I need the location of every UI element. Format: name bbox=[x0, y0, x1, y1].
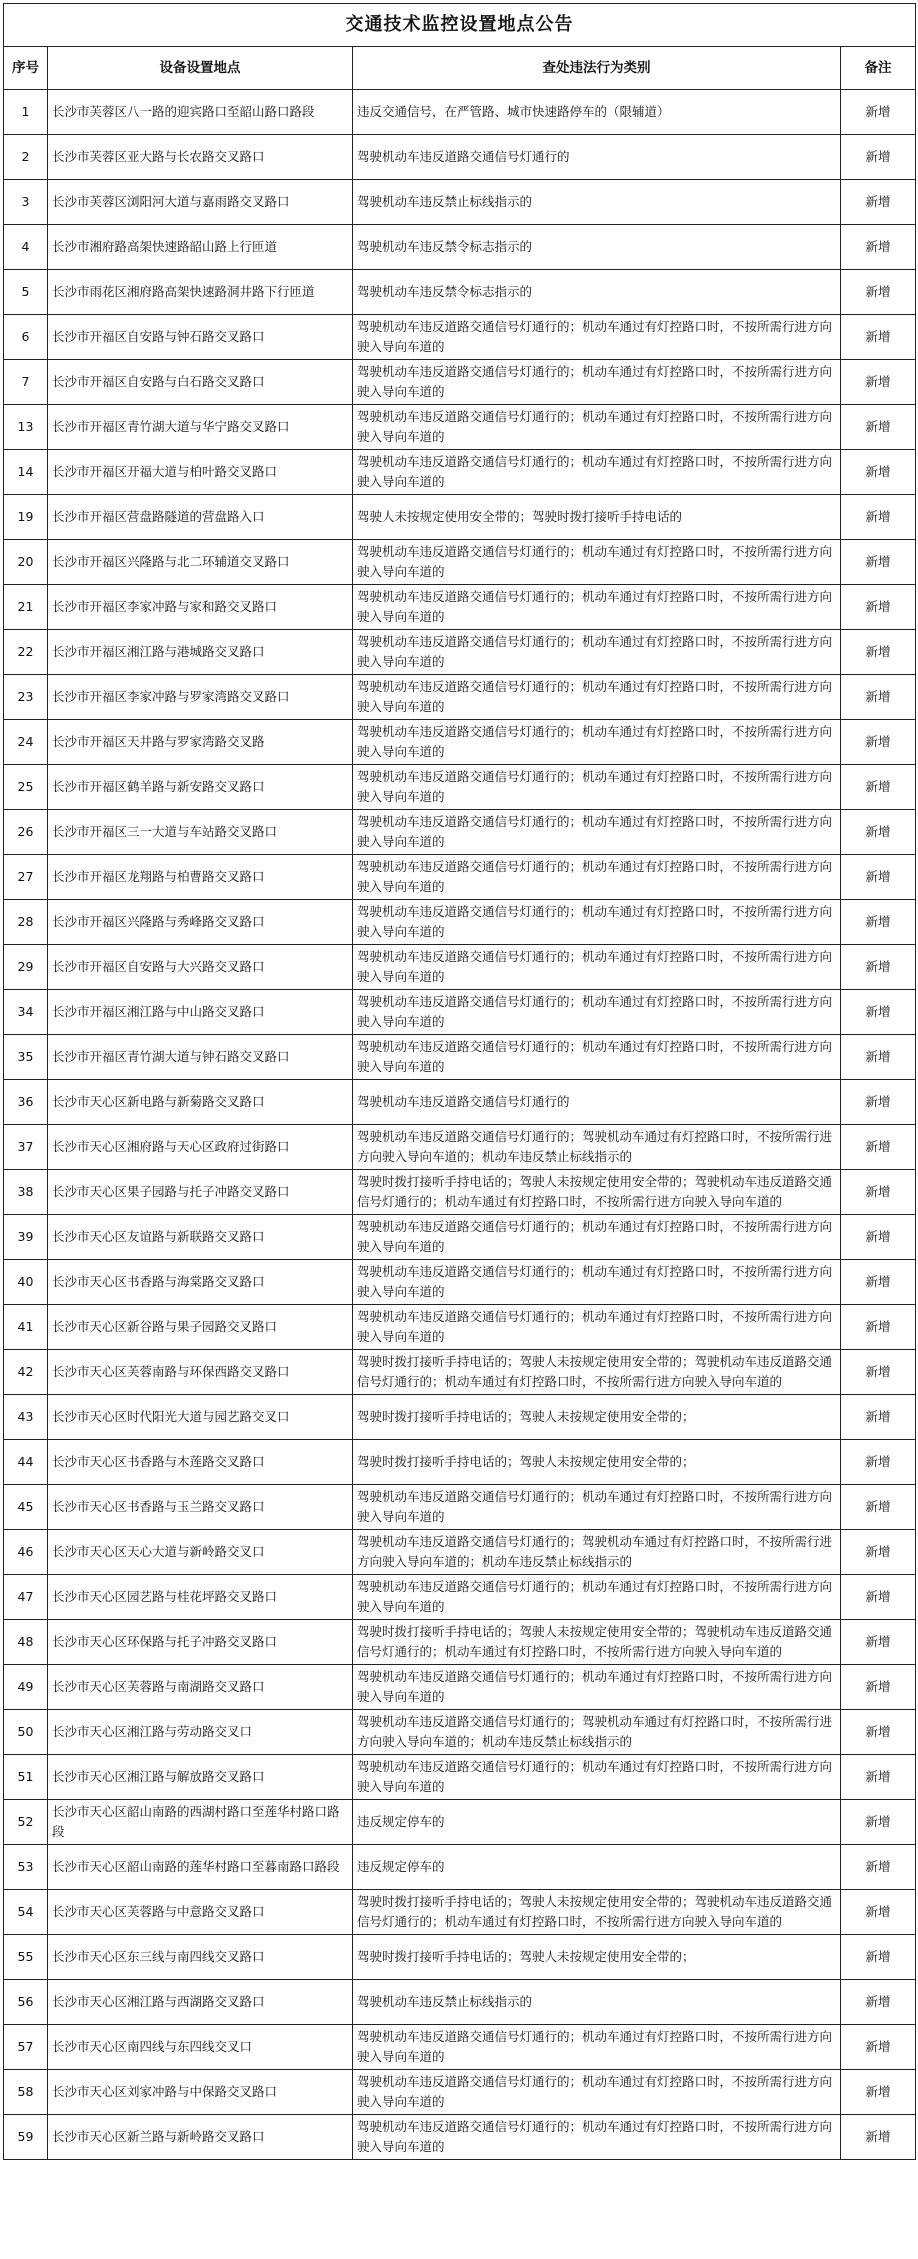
table-row bbox=[4, 855, 916, 900]
cell-num: 57 bbox=[4, 2025, 48, 2070]
cell-note: 新增 bbox=[841, 1575, 916, 1620]
cell-note: 新增 bbox=[841, 1890, 916, 1935]
table-row bbox=[4, 675, 916, 720]
header-note: 备注 bbox=[841, 47, 916, 90]
cell-num: 41 bbox=[4, 1305, 48, 1350]
cell-location: 长沙市开福区李家冲路与罗家湾路交叉路口 bbox=[48, 675, 353, 720]
cell-note: 新增 bbox=[841, 135, 916, 180]
cell-location: 长沙市天心区湘江路与劳动路交叉口 bbox=[48, 1710, 353, 1755]
cell-note: 新增 bbox=[841, 1215, 916, 1260]
cell-behavior: 驾驶时拨打接听手持电话的；驾驶人未按规定使用安全带的；驾驶机动车违反道路交通信号灯通行的；机动车通过有灯控路口时，不按所需行进方向驶入导向车道的 bbox=[353, 1170, 841, 1215]
table-row bbox=[4, 1575, 916, 1620]
cell-behavior: 违反交通信号，在严管路、城市快速路停车的（限辅道） bbox=[353, 90, 841, 135]
cell-note: 新增 bbox=[841, 1980, 916, 2025]
cell-note: 新增 bbox=[841, 405, 916, 450]
table-row bbox=[4, 630, 916, 675]
table-row bbox=[4, 1485, 916, 1530]
cell-behavior: 驾驶机动车违反道路交通信号灯通行的；机动车通过有灯控路口时，不按所需行进方向驶入导向车道的 bbox=[353, 2115, 841, 2160]
cell-location: 长沙市天心区湘江路与解放路交叉路口 bbox=[48, 1755, 353, 1800]
cell-location: 长沙市天心区园艺路与桂花坪路交叉路口 bbox=[48, 1575, 353, 1620]
table-row bbox=[4, 1530, 916, 1575]
cell-num: 39 bbox=[4, 1215, 48, 1260]
cell-num: 45 bbox=[4, 1485, 48, 1530]
table-row bbox=[4, 1215, 916, 1260]
title-row bbox=[4, 4, 916, 47]
cell-num: 38 bbox=[4, 1170, 48, 1215]
cell-location: 长沙市天心区芙蓉南路与环保西路交叉路口 bbox=[48, 1350, 353, 1395]
cell-behavior: 违反规定停车的 bbox=[353, 1800, 841, 1845]
table-row bbox=[4, 1845, 916, 1890]
cell-location: 长沙市天心区东三线与南四线交叉路口 bbox=[48, 1935, 353, 1980]
cell-num: 35 bbox=[4, 1035, 48, 1080]
table-row bbox=[4, 1755, 916, 1800]
cell-behavior: 驾驶机动车违反道路交通信号灯通行的；机动车通过有灯控路口时，不按所需行进方向驶入导向车道的 bbox=[353, 1305, 841, 1350]
cell-note: 新增 bbox=[841, 1935, 916, 1980]
table-row bbox=[4, 2115, 916, 2160]
cell-num: 5 bbox=[4, 270, 48, 315]
cell-location: 长沙市天心区天心大道与新岭路交叉口 bbox=[48, 1530, 353, 1575]
table-row bbox=[4, 585, 916, 630]
cell-behavior: 驾驶机动车违反道路交通信号灯通行的；机动车通过有灯控路口时，不按所需行进方向驶入导向车道的 bbox=[353, 1260, 841, 1305]
cell-note: 新增 bbox=[841, 945, 916, 990]
cell-behavior: 驾驶机动车违反道路交通信号灯通行的；机动车通过有灯控路口时，不按所需行进方向驶入导向车道的 bbox=[353, 810, 841, 855]
cell-num: 13 bbox=[4, 405, 48, 450]
cell-location: 长沙市天心区新谷路与果子园路交叉路口 bbox=[48, 1305, 353, 1350]
cell-note: 新增 bbox=[841, 1170, 916, 1215]
cell-behavior: 驾驶机动车违反道路交通信号灯通行的；机动车通过有灯控路口时，不按所需行进方向驶入导向车道的 bbox=[353, 720, 841, 765]
cell-num: 42 bbox=[4, 1350, 48, 1395]
cell-location: 长沙市湘府路高架快速路韶山路上行匝道 bbox=[48, 225, 353, 270]
cell-num: 48 bbox=[4, 1620, 48, 1665]
cell-note: 新增 bbox=[841, 1035, 916, 1080]
table-row bbox=[4, 1080, 916, 1125]
cell-behavior: 驾驶机动车违反道路交通信号灯通行的 bbox=[353, 1080, 841, 1125]
cell-behavior: 驾驶时拨打接听手持电话的；驾驶人未按规定使用安全带的；驾驶机动车违反道路交通信号灯通行的；机动车通过有灯控路口时，不按所需行进方向驶入导向车道的 bbox=[353, 1350, 841, 1395]
cell-num: 1 bbox=[4, 90, 48, 135]
cell-num: 25 bbox=[4, 765, 48, 810]
cell-behavior: 驾驶机动车违反道路交通信号灯通行的；机动车通过有灯控路口时，不按所需行进方向驶入导向车道的 bbox=[353, 450, 841, 495]
cell-num: 54 bbox=[4, 1890, 48, 1935]
table-row bbox=[4, 270, 916, 315]
cell-location: 长沙市天心区芙蓉路与中意路交叉路口 bbox=[48, 1890, 353, 1935]
table-row bbox=[4, 1980, 916, 2025]
cell-location: 长沙市开福区龙翔路与柏曹路交叉路口 bbox=[48, 855, 353, 900]
cell-location: 长沙市开福区青竹湖大道与钟石路交叉路口 bbox=[48, 1035, 353, 1080]
cell-location: 长沙市天心区刘家冲路与中保路交叉路口 bbox=[48, 2070, 353, 2115]
cell-note: 新增 bbox=[841, 1395, 916, 1440]
cell-note: 新增 bbox=[841, 990, 916, 1035]
table-row bbox=[4, 1035, 916, 1080]
cell-behavior: 驾驶机动车违反禁令标志指示的 bbox=[353, 225, 841, 270]
cell-behavior: 驾驶时拨打接听手持电话的；驾驶人未按规定使用安全带的； bbox=[353, 1440, 841, 1485]
cell-behavior: 驾驶机动车违反道路交通信号灯通行的；机动车通过有灯控路口时，不按所需行进方向驶入导向车道的 bbox=[353, 540, 841, 585]
table-row bbox=[4, 1305, 916, 1350]
table-title: 交通技术监控设置地点公告 bbox=[4, 4, 916, 47]
header-num: 序号 bbox=[4, 47, 48, 90]
cell-num: 56 bbox=[4, 1980, 48, 2025]
cell-location: 长沙市开福区鹤羊路与新安路交叉路口 bbox=[48, 765, 353, 810]
monitoring-sites-table bbox=[3, 3, 916, 2160]
table-row bbox=[4, 1935, 916, 1980]
cell-behavior: 驾驶机动车违反道路交通信号灯通行的；机动车通过有灯控路口时，不按所需行进方向驶入导向车道的 bbox=[353, 1755, 841, 1800]
table-row bbox=[4, 495, 916, 540]
cell-behavior: 驾驶机动车违反道路交通信号灯通行的；机动车通过有灯控路口时，不按所需行进方向驶入导向车道的 bbox=[353, 1575, 841, 1620]
cell-behavior: 驾驶机动车违反道路交通信号灯通行的；驾驶机动车通过有灯控路口时，不按所需行进方向驶入导向车道的；机动车违反禁止标线指示的 bbox=[353, 1125, 841, 1170]
cell-behavior: 驾驶时拨打接听手持电话的；驾驶人未按规定使用安全带的； bbox=[353, 1395, 841, 1440]
cell-behavior: 驾驶机动车违反道路交通信号灯通行的；机动车通过有灯控路口时，不按所需行进方向驶入导向车道的 bbox=[353, 945, 841, 990]
cell-behavior: 驾驶机动车违反道路交通信号灯通行的；机动车通过有灯控路口时，不按所需行进方向驶入导向车道的 bbox=[353, 900, 841, 945]
cell-note: 新增 bbox=[841, 1530, 916, 1575]
cell-location: 长沙市雨花区湘府路高架快速路洞井路下行匝道 bbox=[48, 270, 353, 315]
cell-note: 新增 bbox=[841, 900, 916, 945]
cell-note: 新增 bbox=[841, 585, 916, 630]
table-row bbox=[4, 540, 916, 585]
cell-behavior: 驾驶机动车违反道路交通信号灯通行的；机动车通过有灯控路口时，不按所需行进方向驶入导向车道的 bbox=[353, 405, 841, 450]
cell-num: 47 bbox=[4, 1575, 48, 1620]
cell-location: 长沙市天心区友谊路与新联路交叉路口 bbox=[48, 1215, 353, 1260]
cell-note: 新增 bbox=[841, 2115, 916, 2160]
table-row bbox=[4, 945, 916, 990]
cell-num: 24 bbox=[4, 720, 48, 765]
cell-num: 40 bbox=[4, 1260, 48, 1305]
cell-num: 44 bbox=[4, 1440, 48, 1485]
cell-behavior: 驾驶机动车违反道路交通信号灯通行的；机动车通过有灯控路口时，不按所需行进方向驶入导向车道的 bbox=[353, 765, 841, 810]
table-row bbox=[4, 1800, 916, 1845]
cell-num: 29 bbox=[4, 945, 48, 990]
table-row bbox=[4, 1350, 916, 1395]
cell-location: 长沙市开福区自安路与大兴路交叉路口 bbox=[48, 945, 353, 990]
cell-behavior: 驾驶机动车违反道路交通信号灯通行的；机动车通过有灯控路口时，不按所需行进方向驶入导向车道的 bbox=[353, 315, 841, 360]
table-row bbox=[4, 225, 916, 270]
table-row bbox=[4, 1890, 916, 1935]
cell-note: 新增 bbox=[841, 765, 916, 810]
cell-behavior: 驾驶人未按规定使用安全带的；驾驶时拨打接听手持电话的 bbox=[353, 495, 841, 540]
cell-note: 新增 bbox=[841, 315, 916, 360]
table-row bbox=[4, 1125, 916, 1170]
table-row bbox=[4, 405, 916, 450]
cell-note: 新增 bbox=[841, 2025, 916, 2070]
cell-num: 21 bbox=[4, 585, 48, 630]
cell-location: 长沙市天心区新兰路与新岭路交叉路口 bbox=[48, 2115, 353, 2160]
table-row bbox=[4, 90, 916, 135]
table-row bbox=[4, 990, 916, 1035]
table-row bbox=[4, 810, 916, 855]
cell-location: 长沙市天心区湘江路与西湖路交叉路口 bbox=[48, 1980, 353, 2025]
cell-location: 长沙市开福区李家冲路与家和路交叉路口 bbox=[48, 585, 353, 630]
cell-num: 14 bbox=[4, 450, 48, 495]
cell-num: 23 bbox=[4, 675, 48, 720]
cell-location: 长沙市开福区自安路与白石路交叉路口 bbox=[48, 360, 353, 405]
cell-num: 26 bbox=[4, 810, 48, 855]
cell-num: 59 bbox=[4, 2115, 48, 2160]
table-row bbox=[4, 1440, 916, 1485]
cell-location: 长沙市芙蓉区亚大路与长农路交叉路口 bbox=[48, 135, 353, 180]
cell-note: 新增 bbox=[841, 810, 916, 855]
cell-note: 新增 bbox=[841, 225, 916, 270]
cell-location: 长沙市芙蓉区浏阳河大道与嘉雨路交叉路口 bbox=[48, 180, 353, 225]
cell-num: 55 bbox=[4, 1935, 48, 1980]
cell-num: 20 bbox=[4, 540, 48, 585]
cell-note: 新增 bbox=[841, 2070, 916, 2115]
cell-behavior: 驾驶机动车违反道路交通信号灯通行的；驾驶机动车通过有灯控路口时，不按所需行进方向驶入导向车道的；机动车违反禁止标线指示的 bbox=[353, 1710, 841, 1755]
table-row bbox=[4, 720, 916, 765]
cell-note: 新增 bbox=[841, 675, 916, 720]
cell-num: 19 bbox=[4, 495, 48, 540]
cell-note: 新增 bbox=[841, 1800, 916, 1845]
cell-note: 新增 bbox=[841, 1845, 916, 1890]
cell-note: 新增 bbox=[841, 720, 916, 765]
cell-behavior: 驾驶机动车违反道路交通信号灯通行的；机动车通过有灯控路口时，不按所需行进方向驶入导向车道的 bbox=[353, 585, 841, 630]
cell-behavior: 驾驶时拨打接听手持电话的；驾驶人未按规定使用安全带的；驾驶机动车违反道路交通信号灯通行的；机动车通过有灯控路口时，不按所需行进方向驶入导向车道的 bbox=[353, 1620, 841, 1665]
cell-location: 长沙市天心区南四线与东四线交叉口 bbox=[48, 2025, 353, 2070]
cell-location: 长沙市天心区书香路与木莲路交叉路口 bbox=[48, 1440, 353, 1485]
table-row bbox=[4, 315, 916, 360]
cell-behavior: 驾驶机动车违反禁令标志指示的 bbox=[353, 270, 841, 315]
cell-behavior: 驾驶机动车违反道路交通信号灯通行的；机动车通过有灯控路口时，不按所需行进方向驶入导向车道的 bbox=[353, 630, 841, 675]
table-row bbox=[4, 1170, 916, 1215]
cell-num: 7 bbox=[4, 360, 48, 405]
cell-location: 长沙市开福区三一大道与车站路交叉路口 bbox=[48, 810, 353, 855]
header-behavior: 查处违法行为类别 bbox=[353, 47, 841, 90]
cell-num: 6 bbox=[4, 315, 48, 360]
cell-note: 新增 bbox=[841, 1620, 916, 1665]
cell-num: 2 bbox=[4, 135, 48, 180]
cell-note: 新增 bbox=[841, 270, 916, 315]
cell-note: 新增 bbox=[841, 495, 916, 540]
cell-note: 新增 bbox=[841, 1755, 916, 1800]
cell-note: 新增 bbox=[841, 1125, 916, 1170]
cell-location: 长沙市天心区环保路与托子冲路交叉路口 bbox=[48, 1620, 353, 1665]
cell-behavior: 驾驶机动车违反道路交通信号灯通行的；驾驶机动车通过有灯控路口时，不按所需行进方向驶入导向车道的；机动车违反禁止标线指示的 bbox=[353, 1530, 841, 1575]
cell-note: 新增 bbox=[841, 450, 916, 495]
cell-location: 长沙市天心区时代阳光大道与园艺路交叉口 bbox=[48, 1395, 353, 1440]
cell-note: 新增 bbox=[841, 1305, 916, 1350]
cell-behavior: 驾驶机动车违反道路交通信号灯通行的；机动车通过有灯控路口时，不按所需行进方向驶入导向车道的 bbox=[353, 360, 841, 405]
cell-note: 新增 bbox=[841, 1350, 916, 1395]
cell-location: 长沙市开福区兴隆路与北二环辅道交叉路口 bbox=[48, 540, 353, 585]
cell-note: 新增 bbox=[841, 540, 916, 585]
cell-num: 52 bbox=[4, 1800, 48, 1845]
table-row bbox=[4, 1395, 916, 1440]
table-row bbox=[4, 360, 916, 405]
cell-num: 27 bbox=[4, 855, 48, 900]
cell-num: 36 bbox=[4, 1080, 48, 1125]
cell-behavior: 驾驶机动车违反道路交通信号灯通行的；机动车通过有灯控路口时，不按所需行进方向驶入导向车道的 bbox=[353, 855, 841, 900]
cell-note: 新增 bbox=[841, 1440, 916, 1485]
cell-location: 长沙市天心区书香路与玉兰路交叉路口 bbox=[48, 1485, 353, 1530]
cell-num: 50 bbox=[4, 1710, 48, 1755]
table-row bbox=[4, 1710, 916, 1755]
cell-note: 新增 bbox=[841, 1710, 916, 1755]
cell-behavior: 驾驶机动车违反道路交通信号灯通行的；机动车通过有灯控路口时，不按所需行进方向驶入导向车道的 bbox=[353, 1215, 841, 1260]
cell-location: 长沙市开福区湘江路与港城路交叉路口 bbox=[48, 630, 353, 675]
cell-behavior: 驾驶机动车违反道路交通信号灯通行的；机动车通过有灯控路口时，不按所需行进方向驶入导向车道的 bbox=[353, 2070, 841, 2115]
cell-behavior: 驾驶时拨打接听手持电话的；驾驶人未按规定使用安全带的； bbox=[353, 1935, 841, 1980]
cell-location: 长沙市开福区自安路与钟石路交叉路口 bbox=[48, 315, 353, 360]
table-row bbox=[4, 450, 916, 495]
cell-location: 长沙市天心区新电路与新菊路交叉路口 bbox=[48, 1080, 353, 1125]
table-row bbox=[4, 2025, 916, 2070]
cell-num: 58 bbox=[4, 2070, 48, 2115]
cell-note: 新增 bbox=[841, 1665, 916, 1710]
cell-location: 长沙市天心区书香路与海棠路交叉路口 bbox=[48, 1260, 353, 1305]
header-location: 设备设置地点 bbox=[48, 47, 353, 90]
cell-behavior: 驾驶机动车违反道路交通信号灯通行的；机动车通过有灯控路口时，不按所需行进方向驶入导向车道的 bbox=[353, 1035, 841, 1080]
cell-behavior: 驾驶机动车违反禁止标线指示的 bbox=[353, 180, 841, 225]
cell-note: 新增 bbox=[841, 1485, 916, 1530]
cell-location: 长沙市天心区湘府路与天心区政府过街路口 bbox=[48, 1125, 353, 1170]
cell-num: 3 bbox=[4, 180, 48, 225]
cell-behavior: 驾驶机动车违反道路交通信号灯通行的；机动车通过有灯控路口时，不按所需行进方向驶入导向车道的 bbox=[353, 675, 841, 720]
cell-location: 长沙市芙蓉区八一路的迎宾路口至韶山路口路段 bbox=[48, 90, 353, 135]
table-row bbox=[4, 1665, 916, 1710]
cell-location: 长沙市开福区兴隆路与秀峰路交叉路口 bbox=[48, 900, 353, 945]
cell-num: 53 bbox=[4, 1845, 48, 1890]
cell-num: 22 bbox=[4, 630, 48, 675]
table-row bbox=[4, 1620, 916, 1665]
cell-location: 长沙市开福区营盘路隧道的营盘路入口 bbox=[48, 495, 353, 540]
cell-location: 长沙市开福区湘江路与中山路交叉路口 bbox=[48, 990, 353, 1035]
cell-num: 4 bbox=[4, 225, 48, 270]
cell-note: 新增 bbox=[841, 1260, 916, 1305]
cell-behavior: 驾驶机动车违反道路交通信号灯通行的；机动车通过有灯控路口时，不按所需行进方向驶入导向车道的 bbox=[353, 1485, 841, 1530]
cell-behavior: 驾驶时拨打接听手持电话的；驾驶人未按规定使用安全带的；驾驶机动车违反道路交通信号灯通行的；机动车通过有灯控路口时，不按所需行进方向驶入导向车道的 bbox=[353, 1890, 841, 1935]
cell-behavior: 违反规定停车的 bbox=[353, 1845, 841, 1890]
cell-note: 新增 bbox=[841, 1080, 916, 1125]
cell-behavior: 驾驶机动车违反道路交通信号灯通行的 bbox=[353, 135, 841, 180]
table-row bbox=[4, 180, 916, 225]
header-row bbox=[4, 47, 916, 90]
cell-note: 新增 bbox=[841, 180, 916, 225]
cell-num: 46 bbox=[4, 1530, 48, 1575]
cell-location: 长沙市天心区韶山南路的莲华村路口至暮南路口路段 bbox=[48, 1845, 353, 1890]
cell-location: 长沙市天心区芙蓉路与南湖路交叉路口 bbox=[48, 1665, 353, 1710]
table-row bbox=[4, 1260, 916, 1305]
cell-location: 长沙市开福区青竹湖大道与华宁路交叉路口 bbox=[48, 405, 353, 450]
cell-note: 新增 bbox=[841, 90, 916, 135]
cell-num: 51 bbox=[4, 1755, 48, 1800]
cell-location: 长沙市开福区天井路与罗家湾路交叉路 bbox=[48, 720, 353, 765]
cell-note: 新增 bbox=[841, 630, 916, 675]
cell-location: 长沙市天心区韶山南路的西湖村路口至莲华村路口路段 bbox=[48, 1800, 353, 1845]
cell-num: 43 bbox=[4, 1395, 48, 1440]
cell-num: 37 bbox=[4, 1125, 48, 1170]
cell-note: 新增 bbox=[841, 360, 916, 405]
cell-num: 49 bbox=[4, 1665, 48, 1710]
table-row bbox=[4, 2070, 916, 2115]
cell-behavior: 驾驶机动车违反禁止标线指示的 bbox=[353, 1980, 841, 2025]
cell-behavior: 驾驶机动车违反道路交通信号灯通行的；机动车通过有灯控路口时，不按所需行进方向驶入导向车道的 bbox=[353, 2025, 841, 2070]
table-row bbox=[4, 135, 916, 180]
cell-note: 新增 bbox=[841, 855, 916, 900]
cell-num: 28 bbox=[4, 900, 48, 945]
table-row bbox=[4, 900, 916, 945]
cell-location: 长沙市天心区果子园路与托子冲路交叉路口 bbox=[48, 1170, 353, 1215]
cell-num: 34 bbox=[4, 990, 48, 1035]
cell-location: 长沙市开福区开福大道与柏叶路交叉路口 bbox=[48, 450, 353, 495]
table-row bbox=[4, 765, 916, 810]
cell-behavior: 驾驶机动车违反道路交通信号灯通行的；机动车通过有灯控路口时，不按所需行进方向驶入导向车道的 bbox=[353, 990, 841, 1035]
cell-behavior: 驾驶机动车违反道路交通信号灯通行的；机动车通过有灯控路口时，不按所需行进方向驶入导向车道的 bbox=[353, 1665, 841, 1710]
